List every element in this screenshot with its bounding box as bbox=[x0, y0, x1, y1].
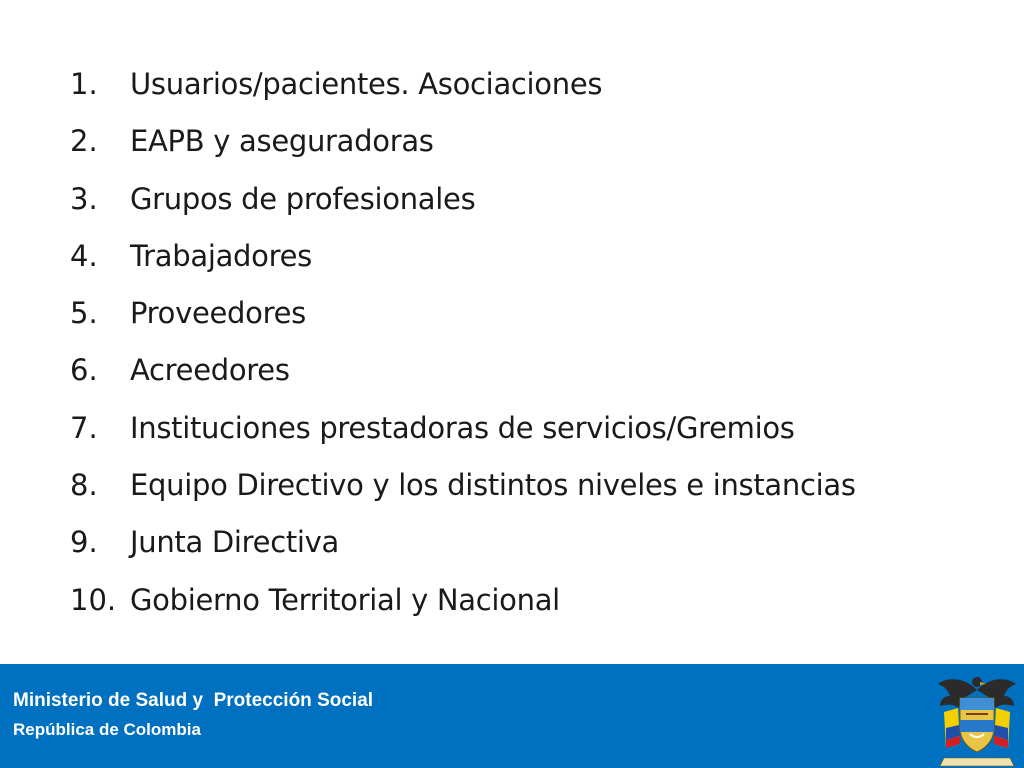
list-item-number: 10. bbox=[70, 582, 117, 617]
list-item-number: 3. bbox=[70, 181, 98, 216]
list-item-text: Junta Directiva bbox=[130, 525, 339, 560]
list-item-number: 9. bbox=[70, 525, 98, 560]
coat-of-arms-icon bbox=[930, 668, 1024, 768]
list-item-number: 7. bbox=[70, 410, 98, 445]
list-item-number: 6. bbox=[70, 353, 98, 388]
list-item-number: 4. bbox=[70, 238, 98, 273]
list-item-text: Instituciones prestadoras de servicios/Gremios bbox=[130, 410, 795, 445]
list-item-text: Proveedores bbox=[130, 296, 306, 331]
list-item-text: Usuarios/pacientes. Asociaciones bbox=[130, 67, 603, 101]
ministry-name: Ministerio de Salud y Protección Social bbox=[13, 690, 374, 711]
list-item-number: 5. bbox=[70, 296, 98, 331]
footer-bar bbox=[0, 664, 1024, 768]
country-name: República de Colombia bbox=[13, 720, 201, 739]
list-item-number: 1. bbox=[70, 67, 98, 101]
list-item-text: Acreedores bbox=[130, 353, 290, 388]
list-item-number: 2. bbox=[70, 124, 98, 159]
list-item-number: 8. bbox=[70, 468, 98, 503]
list-item-text: Trabajadores bbox=[130, 238, 312, 273]
list-item-text: EAPB y aseguradoras bbox=[130, 124, 434, 159]
list-item-text: Gobierno Territorial y Nacional bbox=[130, 582, 560, 617]
list-item-text: Equipo Directivo y los distintos niveles e instancias bbox=[130, 468, 856, 503]
list-item-text: Grupos de profesionales bbox=[130, 181, 476, 216]
